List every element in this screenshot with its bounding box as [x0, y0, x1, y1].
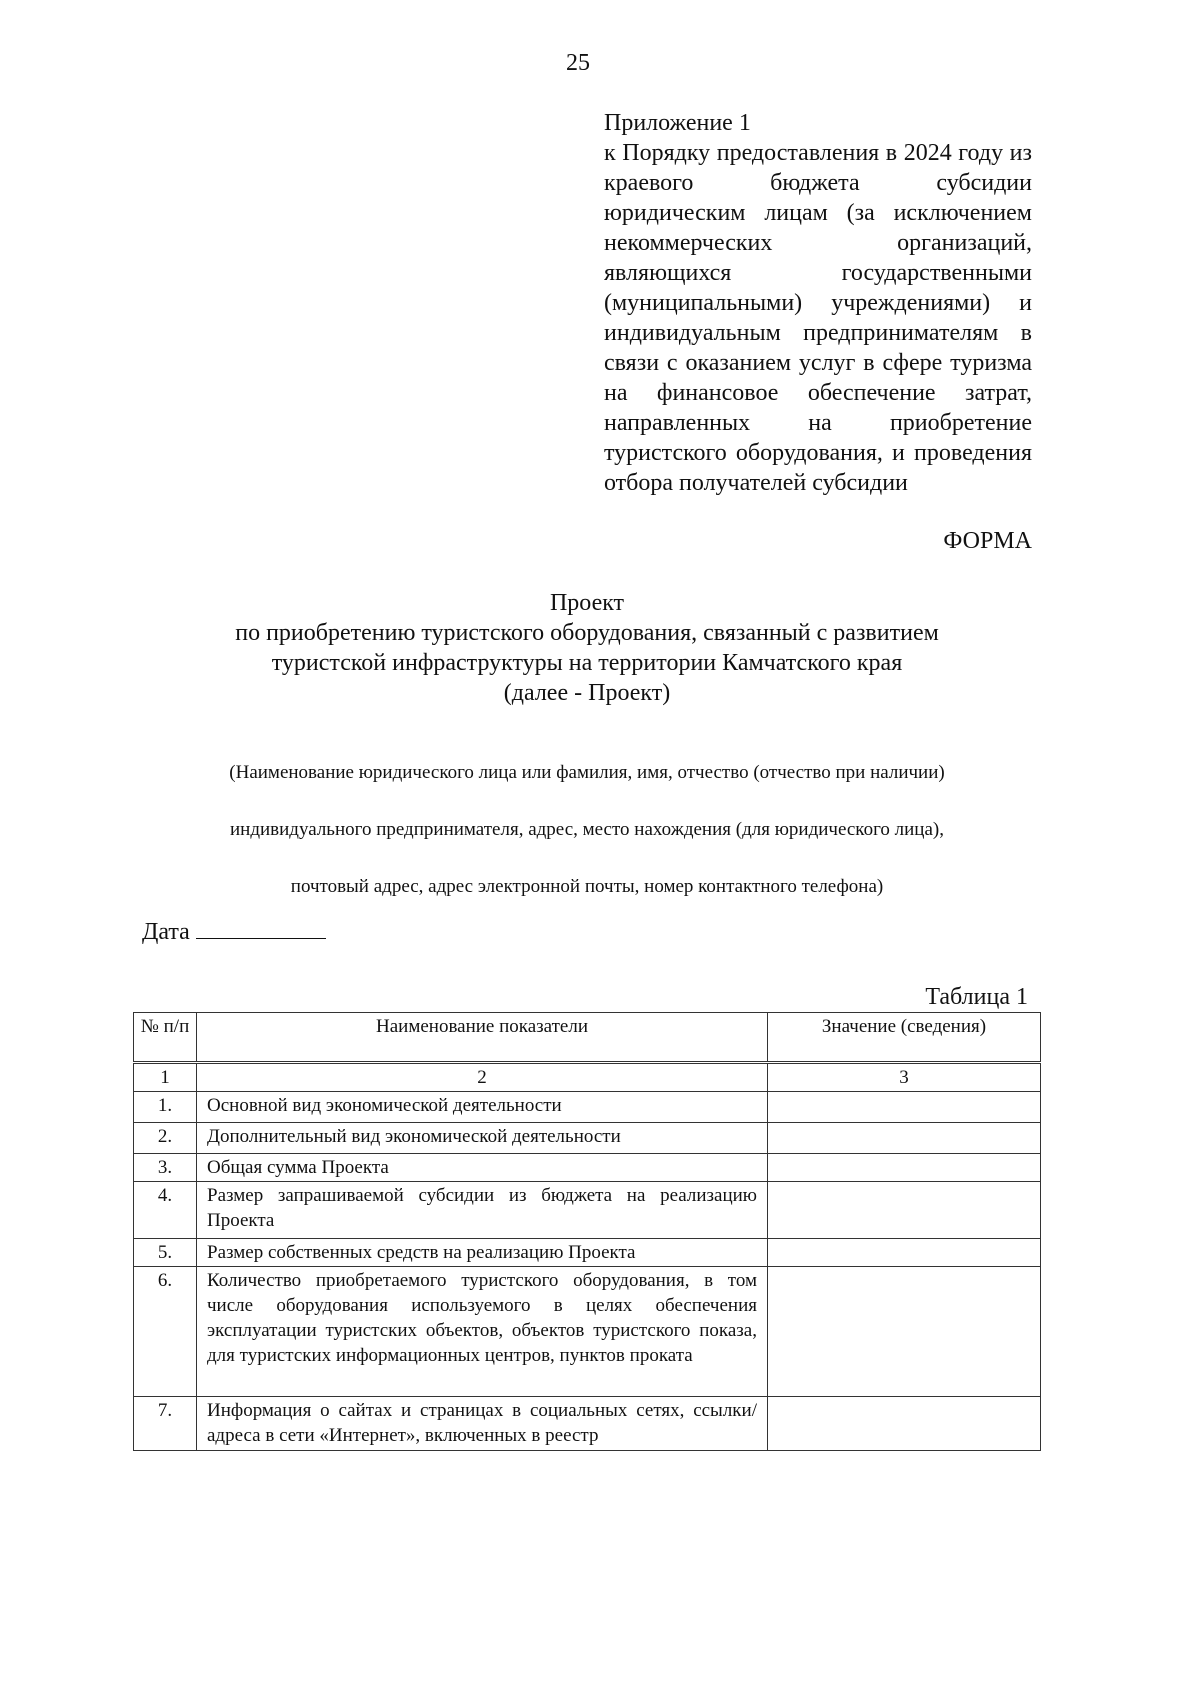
title-line: (далее - Проект) [503, 680, 671, 706]
row-number: 4. [134, 1182, 197, 1239]
row-name: Количество приобретаемого туристского оборудования, в том числе оборудования используемого в целях обеспечения эксплуатации туристских объектов, объектов туристского показа, для туристских информационных центров, пунктов проката [197, 1267, 768, 1397]
applicant-caption-line: (Наименование юридического лица или фамилия, имя, отчество (отчество при наличии) [229, 762, 945, 783]
applicant-caption-line: почтовый адрес, адрес электронной почты, номер контактного телефона) [290, 876, 884, 897]
header-value: Значение (сведения) [768, 1013, 1041, 1063]
column-number: 1 [134, 1063, 197, 1092]
row-value[interactable] [768, 1267, 1041, 1397]
table-row [134, 1182, 1041, 1239]
table-row [134, 1239, 1041, 1267]
title-line: туристской инфраструктуры на территории Камчатского края [271, 650, 903, 676]
row-value[interactable] [768, 1092, 1041, 1123]
table-row [134, 1267, 1041, 1397]
table-row [134, 1092, 1041, 1123]
appendix-title: Приложение 1 [604, 110, 751, 136]
row-value[interactable] [768, 1397, 1041, 1451]
row-number: 3. [134, 1154, 197, 1182]
row-number: 6. [134, 1267, 197, 1397]
column-number: 3 [768, 1063, 1041, 1092]
document-title [0, 588, 1174, 708]
form-label: ФОРМА [943, 528, 1032, 554]
row-value[interactable] [768, 1239, 1041, 1267]
date-field [142, 916, 326, 946]
row-number: 1. [134, 1092, 197, 1123]
table-row [134, 1154, 1041, 1182]
row-name: Информация о сайтах и страницах в социальных сетях, ссылки/адреса в сети «Интернет», включенных в реестр [197, 1397, 768, 1451]
row-value[interactable] [768, 1123, 1041, 1154]
table-row [134, 1397, 1041, 1451]
page-number: 25 [566, 50, 590, 76]
row-number: 5. [134, 1239, 197, 1267]
row-name: Общая сумма Проекта [197, 1154, 768, 1182]
row-name: Размер запрашиваемой субсидии из бюджета на реализацию Проекта [197, 1182, 768, 1239]
table-row [134, 1123, 1041, 1154]
applicant-caption-line: индивидуального предпринимателя, адрес, место нахождения (для юридического лица), [230, 819, 944, 840]
header-name: Наименование показатели [197, 1013, 768, 1063]
row-value[interactable] [768, 1154, 1041, 1182]
table-caption: Таблица 1 [925, 984, 1028, 1010]
row-value[interactable] [768, 1182, 1041, 1239]
title-line: Проект [549, 590, 625, 616]
table-header-row [134, 1013, 1041, 1063]
row-name: Дополнительный вид экономической деятельности [197, 1123, 768, 1154]
appendix-text: к Порядку предоставления в 2024 году из краевого бюджета субсидии юридическим лицам (за исключением некоммерческих организаций, являющихся государственными (муниципальными) учреждениями) и индивидуальным предпринимателям в связи с оказанием услуг в сфере туризма на финансовое обеспечение затрат, направленных на приобретение туристского оборудования, и проведения отбора получателей субсидии [604, 140, 1032, 496]
row-number: 2. [134, 1123, 197, 1154]
title-line: по приобретению туристского оборудования, связанный с развитием [235, 620, 939, 646]
appendix-block [604, 108, 1032, 498]
date-blank-line[interactable] [196, 916, 326, 939]
indicators-table [133, 1012, 1041, 1451]
row-number: 7. [134, 1397, 197, 1451]
column-number-row [134, 1063, 1041, 1092]
column-number: 2 [197, 1063, 768, 1092]
row-name: Размер собственных средств на реализацию Проекта [197, 1239, 768, 1267]
date-label: Дата [142, 919, 190, 945]
row-name: Основной вид экономической деятельности [197, 1092, 768, 1123]
header-number: № п/п [134, 1013, 197, 1063]
